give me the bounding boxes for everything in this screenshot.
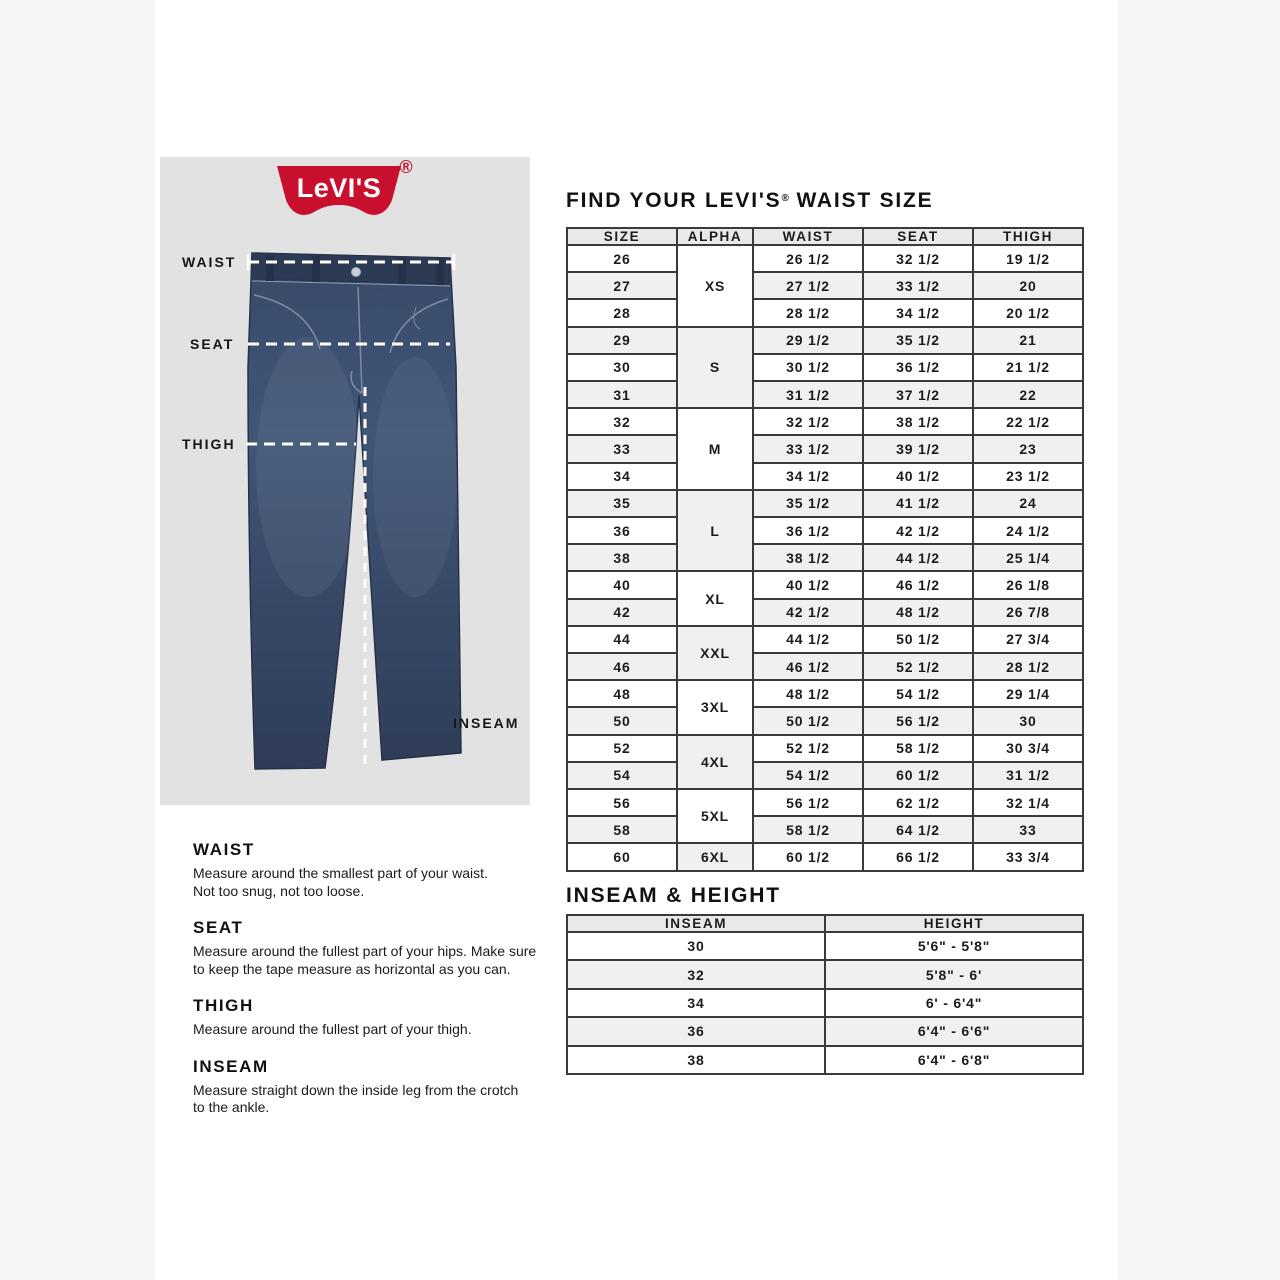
inseam-cell: 38	[567, 1046, 825, 1074]
table-row	[567, 599, 1083, 626]
table-row	[567, 843, 1083, 871]
waist-cell: 32 1/2	[753, 408, 863, 435]
seat-cell: 46 1/2	[863, 571, 973, 598]
table-row	[567, 653, 1083, 680]
guide-heading: WAIST	[193, 840, 255, 859]
size-cell: 44	[567, 626, 677, 653]
thigh-cell: 23 1/2	[973, 463, 1083, 490]
guide-text-line: to the ankle.	[193, 1099, 270, 1115]
jeans-button	[352, 268, 361, 277]
thigh-cell: 30 3/4	[973, 735, 1083, 762]
table-row	[567, 1017, 1083, 1045]
table-row	[567, 680, 1083, 707]
seat-cell: 60 1/2	[863, 762, 973, 789]
inseam-cell: 32	[567, 960, 825, 988]
thigh-cell: 26 1/8	[973, 571, 1083, 598]
alpha-cell: XS	[677, 245, 753, 327]
height-cell: 6'4" - 6'8"	[825, 1046, 1083, 1074]
alpha-cell: 4XL	[677, 735, 753, 789]
alpha-cell: L	[677, 490, 753, 572]
seat-cell: 40 1/2	[863, 463, 973, 490]
waist-cell: 48 1/2	[753, 680, 863, 707]
title-text-rest: WAIST SIZE	[788, 189, 934, 212]
seat-cell: 35 1/2	[863, 327, 973, 354]
inseam-measure-label: INSEAM	[453, 715, 520, 731]
alpha-cell: 3XL	[677, 680, 753, 734]
column-header: HEIGHT	[825, 915, 1083, 932]
thigh-cell: 24 1/2	[973, 517, 1083, 544]
seat-cell: 39 1/2	[863, 435, 973, 462]
waist-cell: 44 1/2	[753, 626, 863, 653]
table-row	[567, 544, 1083, 571]
seat-cell: 34 1/2	[863, 299, 973, 326]
thigh-cell: 33 3/4	[973, 843, 1083, 871]
table-row	[567, 435, 1083, 462]
size-cell: 31	[567, 381, 677, 408]
waist-cell: 33 1/2	[753, 435, 863, 462]
alpha-cell: XXL	[677, 626, 753, 680]
size-cell: 50	[567, 707, 677, 734]
table-row	[567, 408, 1083, 435]
guide-heading: INSEAM	[193, 1056, 269, 1076]
height-cell: 5'6" - 5'8"	[825, 932, 1083, 960]
size-cell: 36	[567, 517, 677, 544]
table-row	[567, 960, 1083, 988]
size-cell: 32	[567, 408, 677, 435]
inseam-cell: 30	[567, 932, 825, 960]
size-cell: 56	[567, 789, 677, 816]
inseam-height-title: INSEAM & HEIGHT	[566, 884, 781, 907]
alpha-cell: M	[677, 408, 753, 490]
thigh-cell: 20 1/2	[973, 299, 1083, 326]
table-row	[567, 327, 1083, 354]
size-cell: 52	[567, 735, 677, 762]
size-cell: 48	[567, 680, 677, 707]
table-row	[567, 789, 1083, 816]
size-cell: 26	[567, 245, 677, 272]
thigh-cell: 23	[973, 435, 1083, 462]
guide-text-line: Measure around the fullest part of your hips. Make sure	[193, 943, 537, 959]
seat-cell: 52 1/2	[863, 653, 973, 680]
thigh-cell: 19 1/2	[973, 245, 1083, 272]
waist-cell: 54 1/2	[753, 762, 863, 789]
size-cell: 40	[567, 571, 677, 598]
seat-cell: 36 1/2	[863, 354, 973, 381]
waist-cell: 36 1/2	[753, 517, 863, 544]
thigh-cell: 24	[973, 490, 1083, 517]
waist-cell: 50 1/2	[753, 707, 863, 734]
table-row	[567, 816, 1083, 843]
table-row	[567, 381, 1083, 408]
seat-measure-label: SEAT	[190, 336, 235, 352]
guide-text-line: Not too snug, not too loose.	[193, 882, 365, 899]
column-header: SIZE	[567, 228, 677, 245]
table-row	[567, 762, 1083, 789]
column-header: ALPHA	[677, 228, 753, 245]
thigh-cell: 30	[973, 707, 1083, 734]
size-cell: 42	[567, 599, 677, 626]
waist-cell: 31 1/2	[753, 381, 863, 408]
header-row	[567, 228, 1083, 245]
waist-cell: 34 1/2	[753, 463, 863, 490]
guide-text-line: Measure straight down the inside leg from the crotch	[193, 1081, 519, 1098]
title-registered-mark: ®	[781, 193, 789, 204]
waist-cell: 40 1/2	[753, 571, 863, 598]
alpha-cell: XL	[677, 571, 753, 625]
size-cell: 28	[567, 299, 677, 326]
thigh-cell: 31 1/2	[973, 762, 1083, 789]
waist-cell: 35 1/2	[753, 490, 863, 517]
seat-cell: 64 1/2	[863, 816, 973, 843]
height-cell: 5'8" - 6'	[825, 960, 1083, 988]
seat-cell: 58 1/2	[863, 735, 973, 762]
size-cell: 33	[567, 435, 677, 462]
guide-heading: THIGH	[193, 996, 254, 1015]
waist-cell: 29 1/2	[753, 327, 863, 354]
guide-section	[193, 918, 583, 978]
jeans-measure-panel	[160, 157, 530, 805]
logo-wordmark: LeVI'S	[296, 173, 382, 203]
alpha-cell: 6XL	[677, 843, 753, 871]
table-row	[567, 626, 1083, 653]
size-cell: 29	[567, 327, 677, 354]
size-cell: 58	[567, 816, 677, 843]
table-row	[567, 571, 1083, 598]
waist-size-table	[566, 227, 1084, 872]
size-cell: 34	[567, 463, 677, 490]
guide-section	[193, 1057, 583, 1117]
alpha-cell: S	[677, 327, 753, 409]
thigh-cell: 26 7/8	[973, 599, 1083, 626]
table-row	[567, 354, 1083, 381]
waist-cell: 42 1/2	[753, 599, 863, 626]
waist-measure-label: WAIST	[182, 254, 237, 270]
size-cell: 27	[567, 272, 677, 299]
guide-text-line: Measure around the smallest part of your waist.	[193, 865, 488, 881]
table-row	[567, 463, 1083, 490]
waist-cell: 56 1/2	[753, 789, 863, 816]
registered-mark: ®	[399, 158, 413, 177]
size-cell: 60	[567, 843, 677, 871]
waist-cell: 52 1/2	[753, 735, 863, 762]
thigh-cell: 22 1/2	[973, 408, 1083, 435]
waist-cell: 58 1/2	[753, 816, 863, 843]
table-row	[567, 490, 1083, 517]
table-row	[567, 299, 1083, 326]
seat-cell: 54 1/2	[863, 680, 973, 707]
seat-cell: 41 1/2	[863, 490, 973, 517]
inseam-cell: 34	[567, 989, 825, 1017]
seat-cell: 32 1/2	[863, 245, 973, 272]
waist-cell: 28 1/2	[753, 299, 863, 326]
alpha-cell: 5XL	[677, 789, 753, 843]
size-cell: 30	[567, 354, 677, 381]
table-row	[567, 1046, 1083, 1074]
waist-cell: 60 1/2	[753, 843, 863, 871]
header-row	[567, 915, 1083, 932]
seat-cell: 33 1/2	[863, 272, 973, 299]
inseam-height-table	[566, 914, 1084, 1075]
waist-cell: 26 1/2	[753, 245, 863, 272]
table-row	[567, 932, 1083, 960]
thigh-cell: 29 1/4	[973, 680, 1083, 707]
seat-cell: 37 1/2	[863, 381, 973, 408]
table-row	[567, 272, 1083, 299]
table-row	[567, 707, 1083, 734]
seat-cell: 62 1/2	[863, 789, 973, 816]
column-header: SEAT	[863, 228, 973, 245]
seat-cell: 42 1/2	[863, 517, 973, 544]
guide-text-line: Measure around the fullest part of your thigh.	[193, 1021, 472, 1037]
seat-cell: 56 1/2	[863, 707, 973, 734]
thigh-cell: 27 3/4	[973, 626, 1083, 653]
column-header: THIGH	[973, 228, 1083, 245]
guide-heading: SEAT	[193, 918, 244, 937]
guide-text-line: to keep the tape measure as horizontal as you can.	[193, 960, 511, 977]
thigh-cell: 21	[973, 327, 1083, 354]
guide-section	[193, 840, 583, 900]
waist-cell: 27 1/2	[753, 272, 863, 299]
seat-cell: 48 1/2	[863, 599, 973, 626]
table-row	[567, 517, 1083, 544]
height-cell: 6' - 6'4"	[825, 989, 1083, 1017]
size-cell: 46	[567, 653, 677, 680]
inseam-cell: 36	[567, 1017, 825, 1045]
seat-cell: 66 1/2	[863, 843, 973, 871]
size-cell: 54	[567, 762, 677, 789]
table-row	[567, 735, 1083, 762]
thigh-cell: 32 1/4	[973, 789, 1083, 816]
size-chart-title	[566, 189, 933, 213]
thigh-cell: 33	[973, 816, 1083, 843]
thigh-cell: 25 1/4	[973, 544, 1083, 571]
waist-cell: 30 1/2	[753, 354, 863, 381]
table-row	[567, 245, 1083, 272]
waist-cell: 38 1/2	[753, 544, 863, 571]
thigh-cell: 28 1/2	[973, 653, 1083, 680]
measure-guide	[193, 840, 583, 1135]
thigh-cell: 20	[973, 272, 1083, 299]
column-header: INSEAM	[567, 915, 825, 932]
table-row	[567, 989, 1083, 1017]
thigh-cell: 22	[973, 381, 1083, 408]
column-header: WAIST	[753, 228, 863, 245]
size-cell: 38	[567, 544, 677, 571]
seat-cell: 44 1/2	[863, 544, 973, 571]
thigh-cell: 21 1/2	[973, 354, 1083, 381]
seat-cell: 38 1/2	[863, 408, 973, 435]
height-cell: 6'4" - 6'6"	[825, 1017, 1083, 1045]
waist-cell: 46 1/2	[753, 653, 863, 680]
size-cell: 35	[567, 490, 677, 517]
guide-section	[193, 996, 583, 1039]
title-text: FIND YOUR LEVI'S	[566, 189, 782, 212]
thigh-measure-label: THIGH	[182, 436, 236, 452]
seat-cell: 50 1/2	[863, 626, 973, 653]
